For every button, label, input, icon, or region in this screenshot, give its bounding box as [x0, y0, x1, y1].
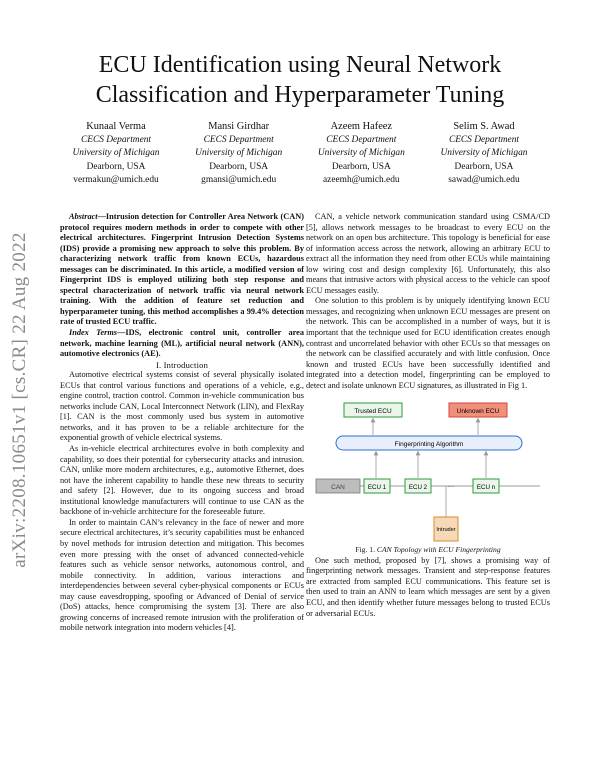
author-name: Kunaal Verma [86, 121, 146, 132]
author-email[interactable]: gmansi@umich.edu [201, 175, 277, 186]
author-location: Dearborn, USA [331, 161, 391, 172]
figure-caption [306, 545, 550, 556]
author-1 [55, 120, 177, 188]
trusted-ecu-label: Trusted ECU [354, 408, 392, 416]
author-name: Azeem Hafeez [330, 121, 393, 132]
title-line-2: Classification and Hyperparameter Tuning [95, 82, 505, 108]
right-column [306, 212, 550, 619]
author-4 [423, 120, 545, 188]
paragraph: One solution to this problem is by uniquely identifying known ECU messages, and recognizing when unknown ECU messages are present on the network. This can be accomplished in a number of ways, but it is important that the technique used for ECU identification creates enough contrast and uncorrelated behavior with other ECUs so that messages on the network can be classified accurately and with little confusion. Once known and trusted ECUs have been successfully identified and integrated into a detection model, fingerprinting can be employed to detect and isolate unknown ECU signatures, as illustrated in Fig 1. [306, 296, 550, 390]
unknown-ecu-label: Unknown ECU [456, 408, 500, 416]
can-label: CAN [331, 484, 345, 492]
arxiv-identifier [5, 220, 35, 580]
figure-can-topology [306, 395, 550, 545]
author-email[interactable]: sawad@umich.edu [448, 175, 520, 186]
author-name: Selim S. Awad [453, 121, 515, 132]
index-terms [60, 328, 304, 360]
paragraph: In order to maintain CAN’s relevancy in the face of newer and more secure electrical architectures, it’s security capabilities must be enhanced by novel methods for intrusion detection and mitigation. This becomes even more pressing with the onset of advanced connected-vehicle features such as vehicle sensor networks, autonomous control, and mobile connectivity. In addition, various interactions and interdependencies between several cyber-physical components or ECUs may cause eavesdropping, spoofing or Advanced of Denial of service (DoS) attacks, hence compromising the system [3]. There are also growing concerns of increased remote intrusion with the proliferation of mobile network integration into modern vehicles [4]. [60, 517, 304, 633]
author-univ: University of Michigan [72, 148, 160, 159]
ellipsis: ... [447, 480, 455, 490]
caption-text: CAN Topology with ECU Fingerprinting [376, 545, 501, 555]
intruder-label: Intruder [436, 527, 456, 534]
author-email[interactable]: vermakun@umich.edu [73, 175, 159, 186]
author-3 [300, 120, 422, 188]
ecu-1-label: ECU 1 [367, 484, 387, 492]
author-block [55, 120, 545, 188]
paragraph: CAN, a vehicle network communication standard using CSMA/CD [5], allows network messages to be broadcast to every ECU on the network on an open bus architecture. This topology is beneficial for ease of information access across the network, allowing an arbitrary ECU to extract all the information they need from other ECUs while maintaining low wiring cost and design complexity [6]. Unfortunately, this also means that intrusive actors with physical access to the vehicle can spoof ECU messages easily. [306, 212, 550, 295]
author-dept: CECS Department [80, 134, 152, 145]
author-2 [178, 120, 300, 188]
author-univ: University of Michigan [440, 148, 528, 159]
caption-prefix: Fig. 1. [355, 545, 375, 555]
left-column [60, 212, 304, 634]
index-terms-text: —IDS, electronic control unit, controller area network, machine learning (ML), artificial neural network (ANN), automotive electronics (AE). [60, 328, 304, 359]
author-dept: CECS Department [326, 134, 397, 145]
author-univ: University of Michigan [195, 148, 283, 159]
arxiv-id-text: arXiv:2208.10651v1 [cs.CR] 22 Aug 2022 [9, 232, 30, 568]
ecu-n-label: ECU n [476, 484, 496, 492]
paragraph: As in-vehicle electrical architectures evolve in both complexity and capability, so does their potential for cybersecurity attacks and intrusion. CAN, unlike more modern architectures, e.g., automotive Ethernet, does not have the inherent capability to handle these new threats to security and safety [2]. However, due to its ongoing success and broad institutional knowledge manufacturers will continue to use CAN as the backbone of in-vehicle architecture for the foreseeable future. [60, 444, 304, 517]
abstract-text: —Intrusion detection for Controller Area Network (CAN) protocol requires modern methods in order to compete with other electrical architectures. Fingerprint Intrusion Detection Systems (IDS) provide a promising new approach to solve this problem. By characterizing network traffic from known ECUs, hazardous messages can be discriminated. In this article, a modified version of Fingerprint IDS is employed utilizing both step response and spectral characterization of network traffic via neural network training. With the addition of feature set reduction and hyperparameter tuning, this method accomplishes a 99.4% detection rate of trusted ECU traffic. [60, 212, 304, 327]
index-terms-label: Index Terms [69, 328, 118, 338]
abstract [60, 212, 304, 328]
author-name: Mansi Girdhar [208, 121, 270, 132]
author-location: Dearborn, USA [86, 161, 146, 172]
author-univ: University of Michigan [317, 148, 405, 159]
paragraph: One such method, proposed by [7], shows a promising way of fingerprinting network messages. Transient and step-response features are extracted from sampled ECU communications. This feature set is then used to train an ANN to learn which messages are sent by a given ECU, and then identify whether future messages belong to trusted ECUs or adversarial ECUs. [306, 555, 550, 618]
topology-diagram [306, 395, 550, 545]
ecu-2-label: ECU 2 [408, 484, 428, 492]
abstract-label: Abstract [69, 212, 98, 221]
author-email[interactable]: azeemh@umich.edu [323, 175, 400, 186]
fingerprinting-algorithm-label: Fingerprinting Algorithm [394, 441, 464, 449]
author-location: Dearborn, USA [209, 161, 269, 172]
paper-title [0, 50, 600, 110]
author-location: Dearborn, USA [454, 161, 514, 172]
title-line-1: ECU Identification using Neural Network [98, 52, 502, 78]
author-dept: CECS Department [448, 134, 519, 145]
author-dept: CECS Department [203, 134, 274, 145]
section-heading-introduction: I. Introduction [155, 359, 209, 370]
paragraph: Automotive electrical systems consist of several physically isolated ECUs that control various functions and operations of a vehicle, e.g., engine control, traction control. Common in-vehicle communication bus networks include CAN, Local Interconnect Network (LIN), and FlexRay [1]. CAN is the most commonly used bus system in automotive networks, and it has proven to be a reliable architecture for the exponential growth of vehicle electrical systems. [60, 370, 304, 443]
